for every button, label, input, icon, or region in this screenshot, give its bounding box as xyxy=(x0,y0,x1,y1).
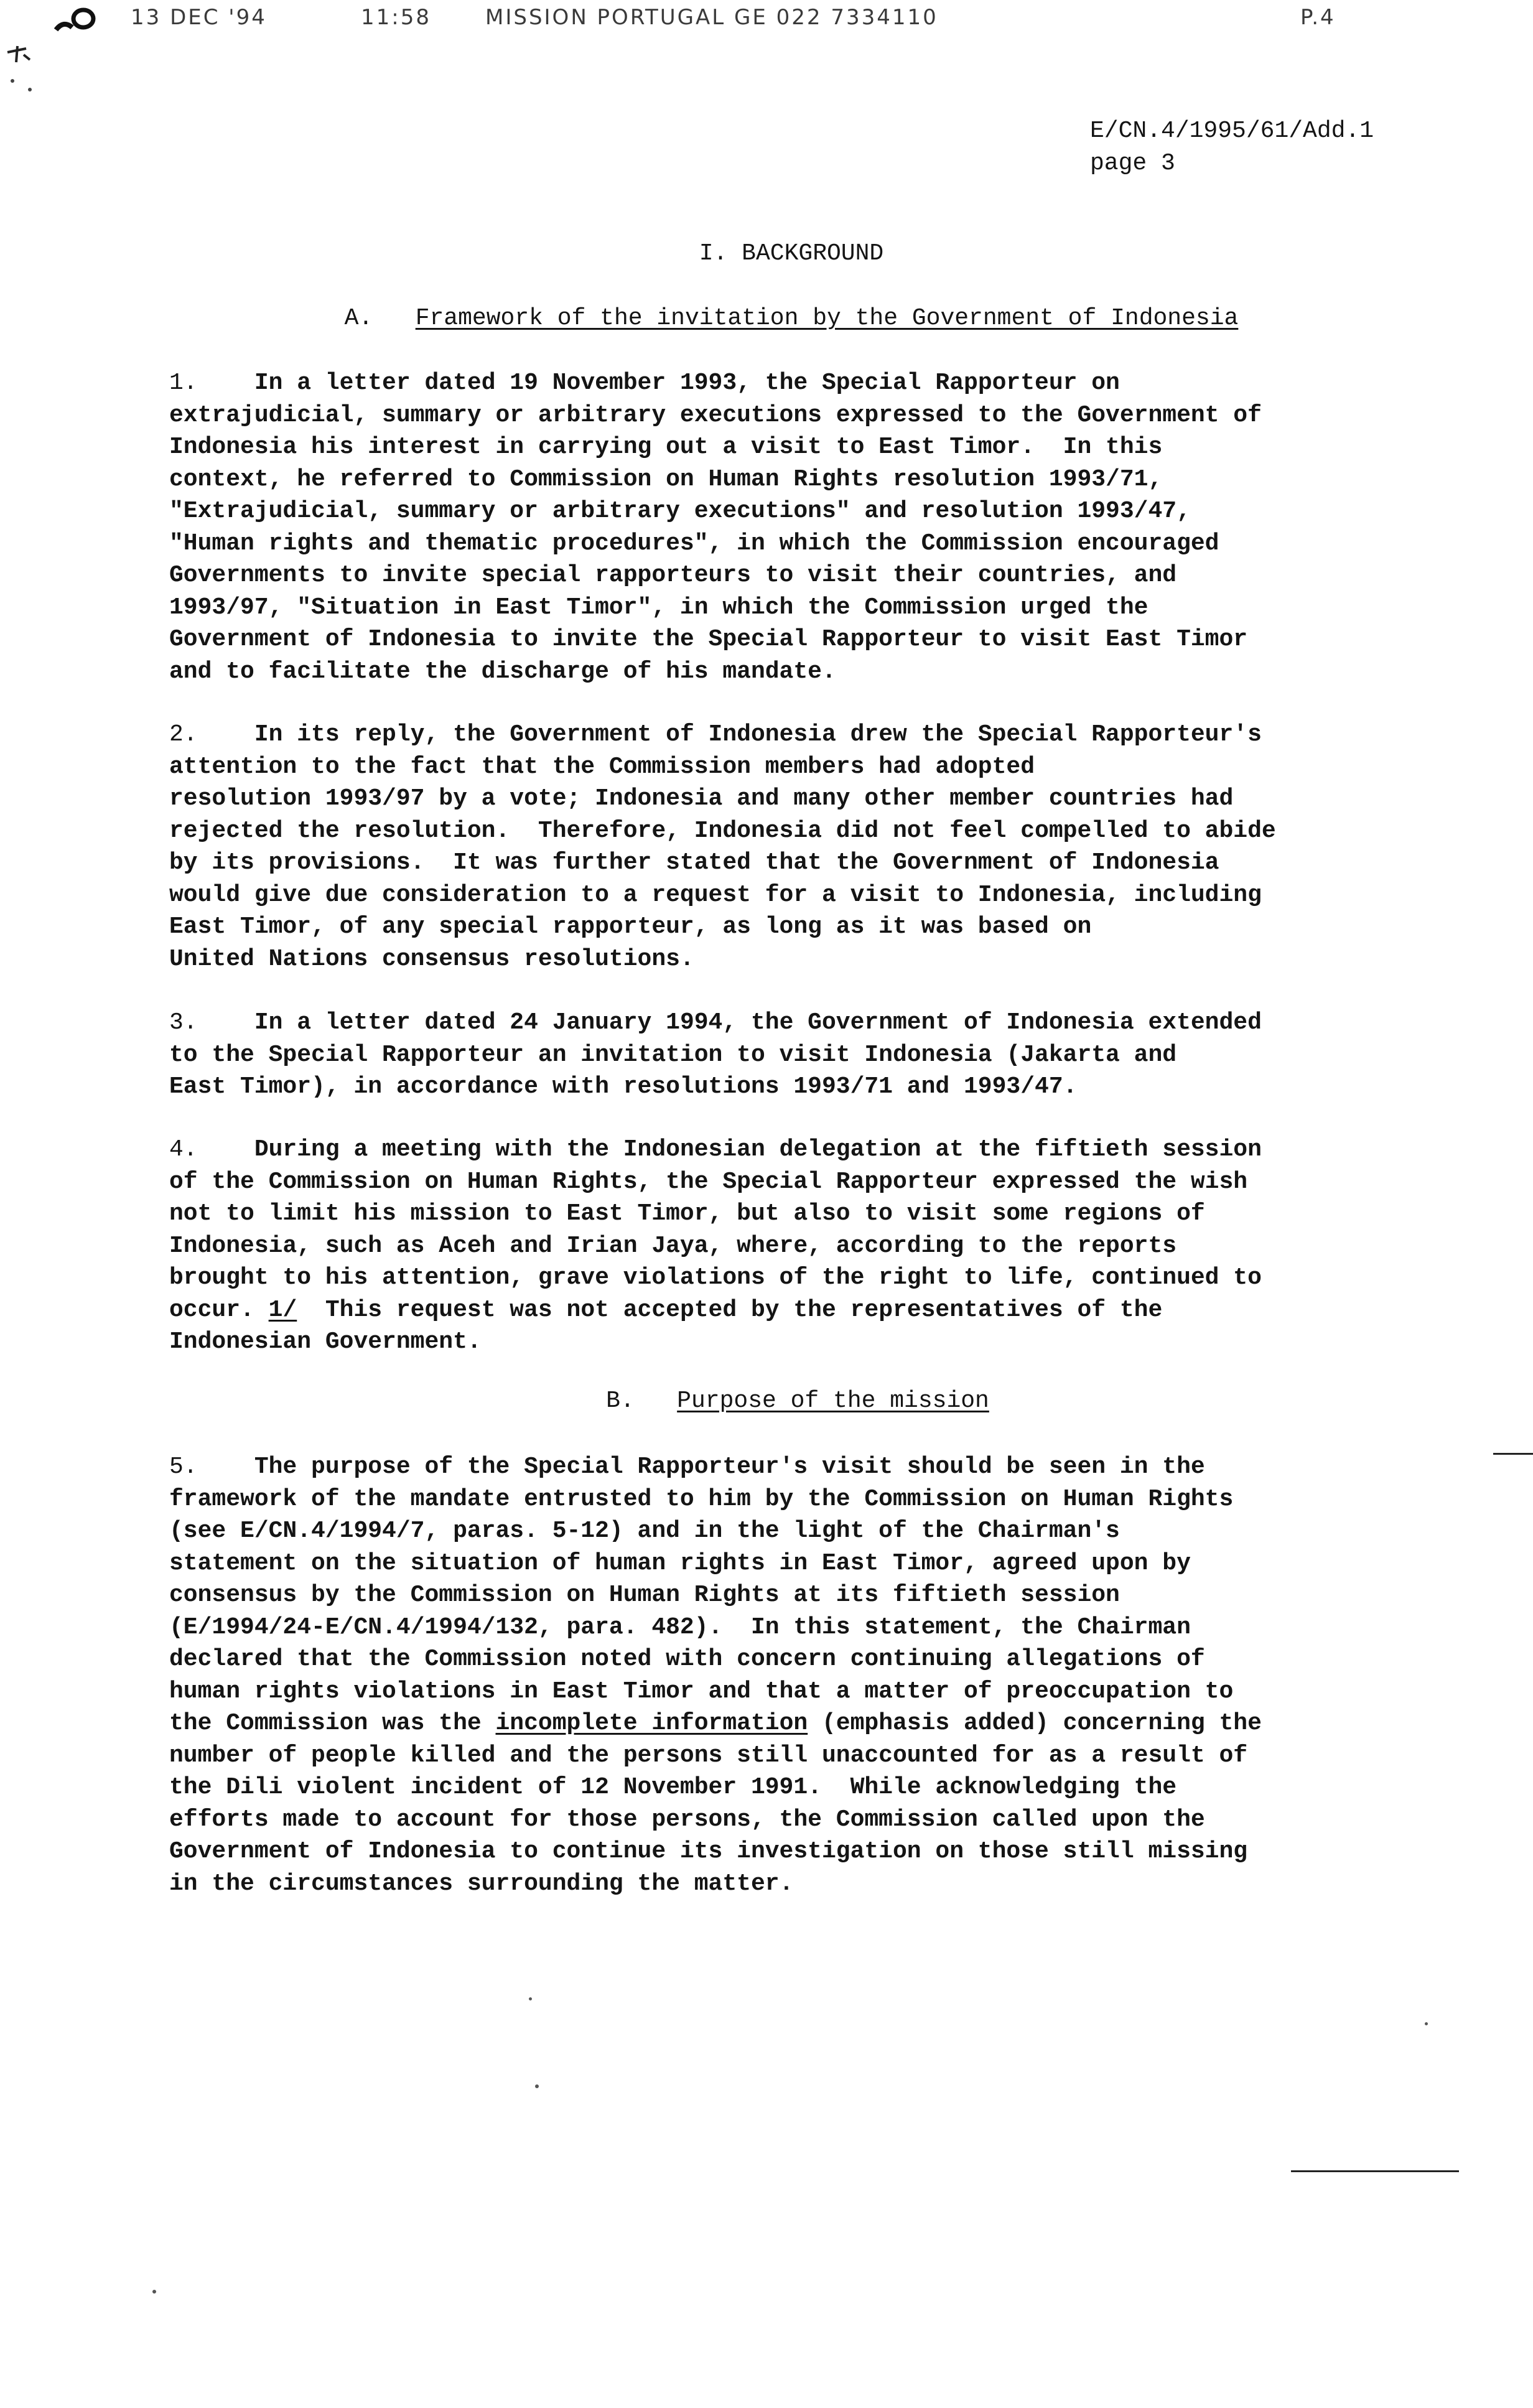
paragraph-2 xyxy=(169,719,1414,975)
paragraph-4 xyxy=(169,1134,1414,1358)
subsection-a-letter: A. xyxy=(344,305,373,332)
paragraph-number: 5. xyxy=(169,1454,198,1480)
paragraph-body: framework of the mandate entrusted to him by the Commission on Human Rights (see E/CN.4/1994/7, paras. 5-12) and in the light of the Chairman's statement on the situation of human rights in East Timor, agreed upon by consensus by the Commission on Human Rights at its fiftieth session (E/1994/24-E/CN.4/1994/132, para. 482). In this statement, the Chairman declared that the Commission noted with concern continuing allegations of human rights violations in East Timor and that a matter of preoccupation to the Commission was the xyxy=(169,1485,1234,1737)
paragraph-number: 3. xyxy=(169,1009,198,1036)
paragraph-number: 1. xyxy=(169,370,198,396)
scan-line-mark xyxy=(1291,2170,1459,2172)
corner-scribble-mark xyxy=(5,44,42,112)
subsection-a-heading xyxy=(25,305,1533,332)
fax-sender: MISSION PORTUGAL GE 022 7334110 xyxy=(485,5,938,30)
fax-page-number: P.4 xyxy=(1300,5,1336,30)
margin-mark xyxy=(1493,1453,1533,1455)
paragraph-body: of the Commission on Human Rights, the Special Rapporteur expressed the wish not to limit his mission to East Timor, but also to visit some regions of Indonesia, such as Aceh and Irian Jaya, where, according to the reports brought to his attention, grave violations of the right to life, continued to occur. xyxy=(169,1168,1262,1323)
paragraph-tail: (emphasis added) concerning the number of people killed and the persons still unaccounted for as a result of the Dili violent incident of 12 November 1991. While acknowledging the efforts made to account for those persons, the Commission called upon the Government of Indonesia to continue its investigation on those still missing in the circumstances surrounding the matter. xyxy=(169,1710,1262,1897)
footnote-reference: 1/ xyxy=(268,1296,297,1323)
subsection-b-title: Purpose of the mission xyxy=(677,1388,989,1414)
fax-logo-mark xyxy=(51,5,101,42)
paragraph-body: to the Special Rapporteur an invitation to visit Indonesia (Jakarta and East Timor), in accordance with resolutions 1993/71 and 1993/47. xyxy=(169,1041,1177,1100)
paragraph-first-line: In a letter dated 19 November 1993, the Special Rapporteur on xyxy=(254,370,1120,396)
paragraph-body: attention to the fact that the Commission members had adopted resolution 1993/97 by a vote; Indonesia and many other member countries had rejected the resolution. Therefore, Indonesia did not feel compelled to abide by its provisions. It was further stated that the Government of Indonesia would give due consideration to a request for a visit to Indonesia, including East Timor, of any special rapporteur, as long as it was based on United Nations consensus resolutions. xyxy=(169,753,1276,973)
paragraph-number: 2. xyxy=(169,721,198,748)
scan-speck xyxy=(535,2084,539,2088)
scan-speck xyxy=(152,2290,156,2294)
document-page: page 3 xyxy=(1090,150,1175,177)
fax-header xyxy=(131,5,1496,36)
fax-date: 13 DEC '94 xyxy=(131,5,267,30)
paragraph-first-line: The purpose of the Special Rapporteur's visit should be seen in the xyxy=(254,1454,1205,1480)
document-reference xyxy=(1090,115,1374,180)
emphasized-phrase: incomplete information xyxy=(495,1710,808,1737)
fax-time: 11:58 xyxy=(361,5,431,30)
subsection-b-heading xyxy=(31,1388,1533,1414)
paragraph-first-line: In a letter dated 24 January 1994, the Government of Indonesia extended xyxy=(254,1009,1262,1036)
scan-speck xyxy=(1425,2022,1428,2025)
paragraph-first-line: In its reply, the Government of Indonesia drew the Special Rapporteur's xyxy=(254,721,1262,748)
paragraph-body: extrajudicial, summary or arbitrary executions expressed to the Government of Indonesia his interest in carrying out a visit to East Timor. In this context, he referred to Commission on Human Rights resolution 1993/71, "Extrajudicial, summary or arbitrary executions" and resolution 1993/47, "Human rights and thematic procedures", in which the Commission encouraged Governments to invite special rapporteurs to visit their countries, and 1993/97, "Situation in East Timor", in which the Commission urged the Government of Indonesia to invite the Special Rapporteur to visit East Timor and to facilitate the discharge of his mandate. xyxy=(169,401,1262,685)
paragraph-first-line: During a meeting with the Indonesian delegation at the fiftieth session xyxy=(254,1136,1262,1163)
subsection-b-letter: B. xyxy=(606,1388,635,1414)
paragraph-5 xyxy=(169,1451,1414,1900)
scan-speck xyxy=(529,1997,532,2000)
paragraph-number: 4. xyxy=(169,1136,198,1163)
paragraph-tail: This request was not accepted by the representatives of the Indonesian Government. xyxy=(169,1296,1163,1355)
subsection-a-title: Framework of the invitation by the Government of Indonesia xyxy=(415,305,1239,332)
paragraph-3 xyxy=(169,1007,1414,1103)
paragraph-1 xyxy=(169,367,1414,688)
document-symbol: E/CN.4/1995/61/Add.1 xyxy=(1090,118,1374,144)
section-heading: I. BACKGROUND xyxy=(699,240,884,267)
